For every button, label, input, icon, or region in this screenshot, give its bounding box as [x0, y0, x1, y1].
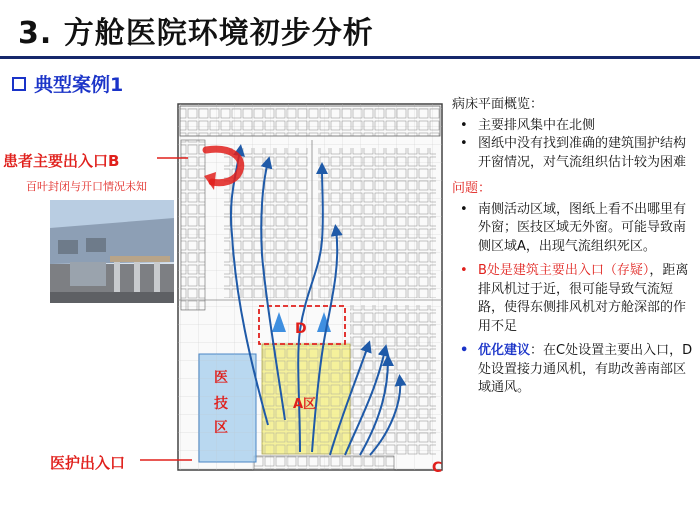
medtech-label-2: 技	[214, 396, 228, 412]
analysis-panel	[452, 96, 698, 398]
entrance-photo	[50, 200, 174, 303]
medtech-label-1: 医	[214, 370, 228, 386]
problem-item-2-highlight: B处是建筑主要出入口（存疑）	[478, 263, 650, 278]
suggestion-text: ：在C处设置主要出入口，D处设置接力通风机，有助改善南部区域通风。	[478, 343, 693, 395]
case-label: 典型案例1	[34, 74, 124, 96]
list-item: • 优化建议：在C处设置主要出入口，D处设置接力通风机，有助改善南部区域通风。	[460, 343, 693, 395]
problems-heading: 问题：	[452, 181, 492, 196]
medical-entry-label: 医护出入口	[50, 454, 126, 472]
point-c-label: C	[432, 460, 443, 476]
zone-a-label: A区	[293, 397, 317, 412]
list-item: • 南侧活动区域，图纸上看不出哪里有外窗；医技区域无外窗。可能导致南侧区域A，出现气流组织死区。	[460, 201, 687, 254]
list-item: • 主要排风集中在北侧	[460, 117, 596, 133]
problem-item-1: 南侧活动区域，图纸上看不出哪里有外窗；医技区域无外窗。可能导致南侧区域A，出现气流组织死区。	[478, 201, 687, 254]
list-item: • B处是建筑主要出入口（存疑），距离排风机过于近，很可能导致气流短路，使得东侧排风机对方舱深部的作用不足	[460, 263, 689, 334]
overview-item-1: 主要排风集中在北侧	[478, 117, 596, 133]
west-fan-column	[181, 140, 205, 310]
page-title: 3. 方舱医院环境初步分析	[18, 16, 374, 51]
bed-area-south-east	[350, 305, 436, 455]
overview-item-2: 图纸中没有找到准确的建筑围护结构开窗情况，对气流组织估计较为困难	[478, 136, 687, 170]
overview-heading: 病床平面概览：	[452, 97, 544, 112]
suggestion-label: 优化建议	[478, 343, 531, 358]
north-exhaust-strip	[180, 106, 440, 136]
zone-d-label: D	[295, 321, 307, 337]
louver-note: 百叶封闭与开口情况未知	[26, 180, 147, 193]
problem-item-2-text: ，距离排风机过于近，很可能导致气流短路，使得东侧排风机对方舱深部的作用不足	[478, 263, 689, 334]
medtech-label-3: 区	[214, 420, 228, 436]
patient-entry-label: 患者主要出入口B	[3, 152, 120, 170]
list-item: • 图纸中没有找到准确的建筑围护结构开窗情况，对气流组织估计较为困难	[460, 136, 687, 170]
